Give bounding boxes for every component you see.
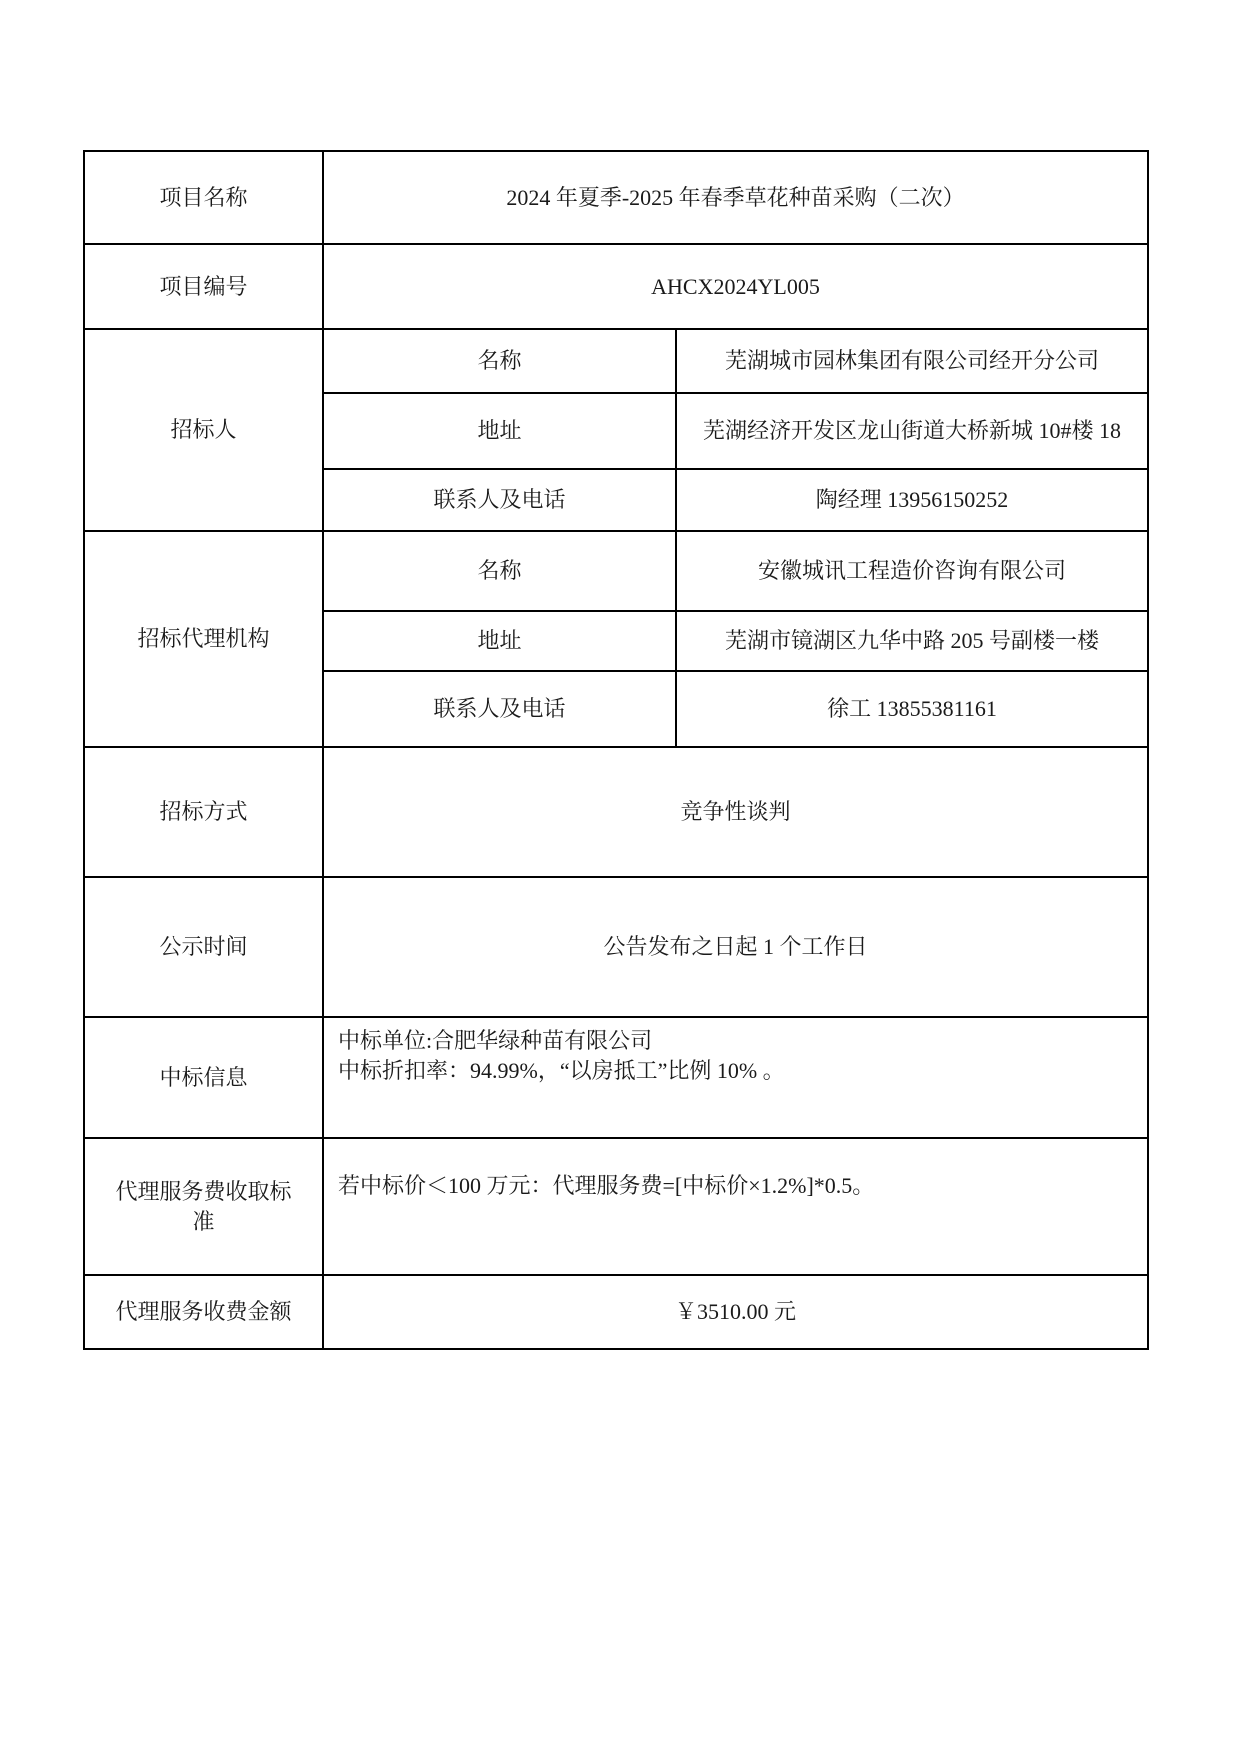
- row-tenderer-name: [84, 329, 1148, 393]
- award-discount-line: 中标折扣率：94.99%，“以房抵工”比例 10% 。: [338, 1057, 785, 1083]
- method-value: 竞争性谈判: [323, 747, 1148, 877]
- publicity-label: 公示时间: [84, 877, 323, 1017]
- tenderer-label: 招标人: [84, 329, 323, 531]
- tender-result-table: [83, 150, 1149, 1350]
- fee-amount-value: ￥3510.00 元: [323, 1275, 1148, 1349]
- project-no-value: AHCX2024YL005: [323, 244, 1148, 329]
- row-agency-name: [84, 531, 1148, 611]
- agency-contact-label: 联系人及电话: [323, 671, 676, 747]
- row-fee-standard: [84, 1138, 1148, 1275]
- fee-standard-value: 若中标价＜100 万元：代理服务费=[中标价×1.2%]*0.5。: [323, 1138, 1148, 1275]
- project-name-value: 2024 年夏季-2025 年春季草花种苗采购（二次）: [323, 151, 1148, 244]
- agency-contact-value: 徐工 13855381161: [676, 671, 1148, 747]
- tenderer-name-label: 名称: [323, 329, 676, 393]
- award-winner-line: 中标单位:合肥华绿种苗有限公司: [338, 1028, 653, 1053]
- row-publicity: [84, 877, 1148, 1017]
- row-project-name: [84, 151, 1148, 244]
- tenderer-contact-value: 陶经理 13956150252: [676, 469, 1148, 531]
- tenderer-address-label: 地址: [323, 393, 676, 469]
- row-project-no: [84, 244, 1148, 329]
- agency-name-value: 安徽城讯工程造价咨询有限公司: [676, 531, 1148, 611]
- award-info-value: [323, 1017, 1148, 1138]
- agency-address-label: 地址: [323, 611, 676, 671]
- agency-address-value: 芜湖市镜湖区九华中路 205 号副楼一楼: [676, 611, 1148, 671]
- award-info-label: 中标信息: [84, 1017, 323, 1138]
- fee-standard-label: 代理服务费收取标准: [84, 1138, 323, 1275]
- fee-amount-label: 代理服务收费金额: [84, 1275, 323, 1349]
- row-method: [84, 747, 1148, 877]
- project-name-label: 项目名称: [84, 151, 323, 244]
- project-no-label: 项目编号: [84, 244, 323, 329]
- agency-name-label: 名称: [323, 531, 676, 611]
- agency-label: 招标代理机构: [84, 531, 323, 747]
- tenderer-contact-label: 联系人及电话: [323, 469, 676, 531]
- publicity-value: 公告发布之日起 1 个工作日: [323, 877, 1148, 1017]
- tenderer-address-value: 芜湖经济开发区龙山街道大桥新城 10#楼 18: [676, 393, 1148, 469]
- tenderer-name-value: 芜湖城市园林集团有限公司经开分公司: [676, 329, 1148, 393]
- row-fee-amount: [84, 1275, 1148, 1349]
- method-label: 招标方式: [84, 747, 323, 877]
- row-award-info: [84, 1017, 1148, 1138]
